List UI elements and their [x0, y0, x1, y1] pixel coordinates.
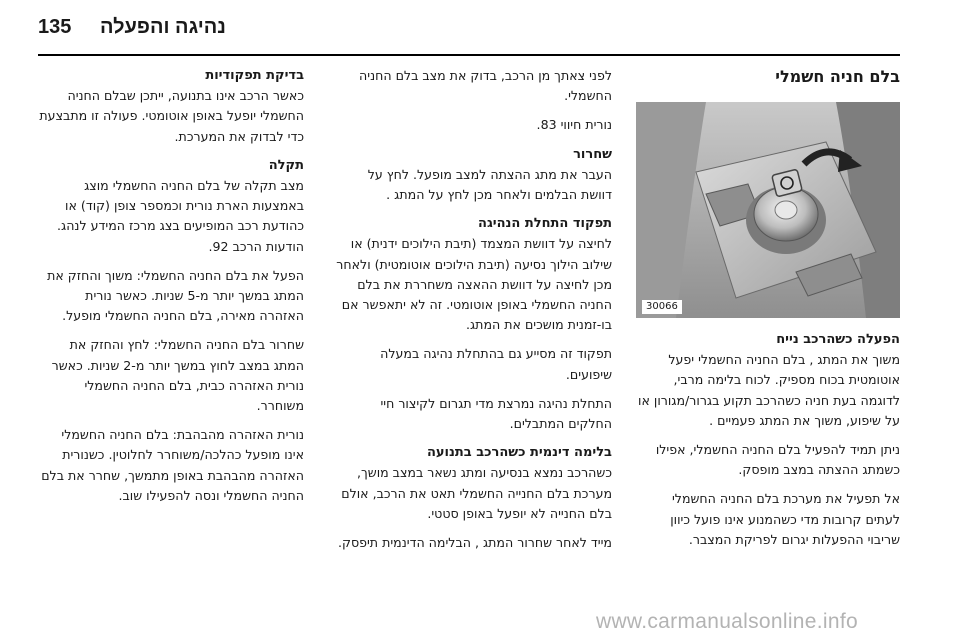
- paragraph: התחלת נהיגה נמרצת מדי תגרום לקיצור חיי החלקים המתבלים.: [380, 395, 612, 432]
- column-middle: [334, 66, 612, 562]
- column-right: [636, 66, 900, 559]
- paragraph: נורית חיווי 83.: [536, 117, 612, 133]
- paragraph: מייד לאחר שחרור המתג , הבלימה הדינמית תיפסק.: [338, 535, 612, 551]
- subheading-dynamic-braking: בלימה דינמית כשהרכב בתנועה: [426, 445, 612, 461]
- paragraph: מצב תקלה של בלם החניה החשמלי מוצג באמצעות הארת נורית וכמספר צופן (קוד) או כהודעת רכב המופיעים בצג מרכז המידע לנהג. הודעות הרכב 92.: [57, 178, 304, 254]
- paragraph: לפני צאתך מן הרכב, בדוק את מצב בלם החניה החשמלי.: [359, 68, 612, 104]
- paragraph: כאשר הרכב אינו בתנועה, ייתכן שבלם החניה החשמלי יופעל באופן אוטומטי. פעולה זו מתבצעת כדי לבדוק את המערכת.: [39, 88, 304, 144]
- subheading-drive-away: תפקוד התחלת הנהיגה: [478, 216, 612, 232]
- page-number: 135: [38, 16, 72, 38]
- section-heading: בלם חניה חשמלי: [775, 67, 900, 86]
- column-left: [38, 66, 304, 515]
- parking-brake-switch-figure: [636, 102, 900, 318]
- page-header: [38, 14, 918, 50]
- paragraph: כשהרכב נמצא בנסיעה ומתג נשאר במצב מושך, מערכת בלם החנייה החשמלי תאט את הרכב, אולם בלם החנייה לא יופעל באופן סטטי.: [341, 465, 612, 521]
- paragraph: לחיצה על דוושת המצמד (תיבת הילוכים ידנית) או שילוב הילוך נסיעה (תיבת הילוכים אוטומטית) ולאחר מכן לחיצה על דוושת ההאצה משחררת את בלם החניה החשמלי באופן אוטומטי. זה לא יתאפשר אם בו-זמנית מושכים את המתג.: [336, 236, 612, 333]
- figure-code: 30066: [642, 300, 682, 314]
- paragraph: ניתן תמיד להפעיל בלם החניה החשמלי, אפילו כשמתג ההצתה במצב מופסק.: [655, 442, 900, 478]
- subheading-release: שחרור: [573, 146, 612, 162]
- paragraph: הפעל את בלם החניה החשמלי: משוך והחזק את המתג במשך יותר מ-5 שניות. כאשר נורית האזהרה מאירה, בלם החניה החשמלי מופעל.: [47, 267, 304, 324]
- running-title: נהיגה והפעלה: [100, 16, 226, 38]
- paragraph: נורית האזהרה מהבהבת: בלם החניה החשמלי אינו מופעל כהלכה/משוחרר לחלוטין. כשנורית האזהרה מהבהבת באופן מתמשך, שחרר את בלם החניה החשמלי ונסה להפעילו שוב.: [41, 427, 304, 503]
- paragraph: אל תפעיל את מערכת בלם החניה החשמלי לעתים קרובות מדי כשהמנוע אינו פועל כיוון שריבוי ההפעלות יגרום לפריקת המצבר.: [670, 491, 900, 547]
- paragraph: העבר את מתג ההצתה למצב מופעל. לחץ על דוושת הבלמים ולאחר מכן לחץ על המתג .: [367, 166, 612, 203]
- subheading-stationary: הפעלה כשהרכב נייח: [776, 332, 900, 347]
- paragraph: תפקוד זה מסייע גם בהתחלת נהיגה במעלה שיפועים.: [380, 346, 612, 382]
- header-rule: [38, 54, 900, 56]
- subheading-fault: תקלה: [268, 157, 304, 173]
- subheading-function-check: בדיקת תפקודיות: [205, 68, 304, 83]
- paragraph: שחרור בלם החניה החשמלי: לחץ והחזק את המתג במצב לחוץ במשך יותר מ-2 שניות. כאשר נורית האזהרה כבית, בלם החניה החשמלי משוחרר.: [51, 337, 304, 414]
- watermark: www.carmanualsonline.info: [596, 610, 858, 633]
- switch-illustration: [636, 102, 900, 318]
- paragraph: משוך את המתג , בלם החניה החשמלי יפעל אוטומטית בכוח מספיק. לכוח בלימה מרבי, לדוגמה בעת חניה כשהרכב תקוע בגרור/מגורון או על שיפוע, משוך את המתג פעמיים .: [638, 352, 900, 428]
